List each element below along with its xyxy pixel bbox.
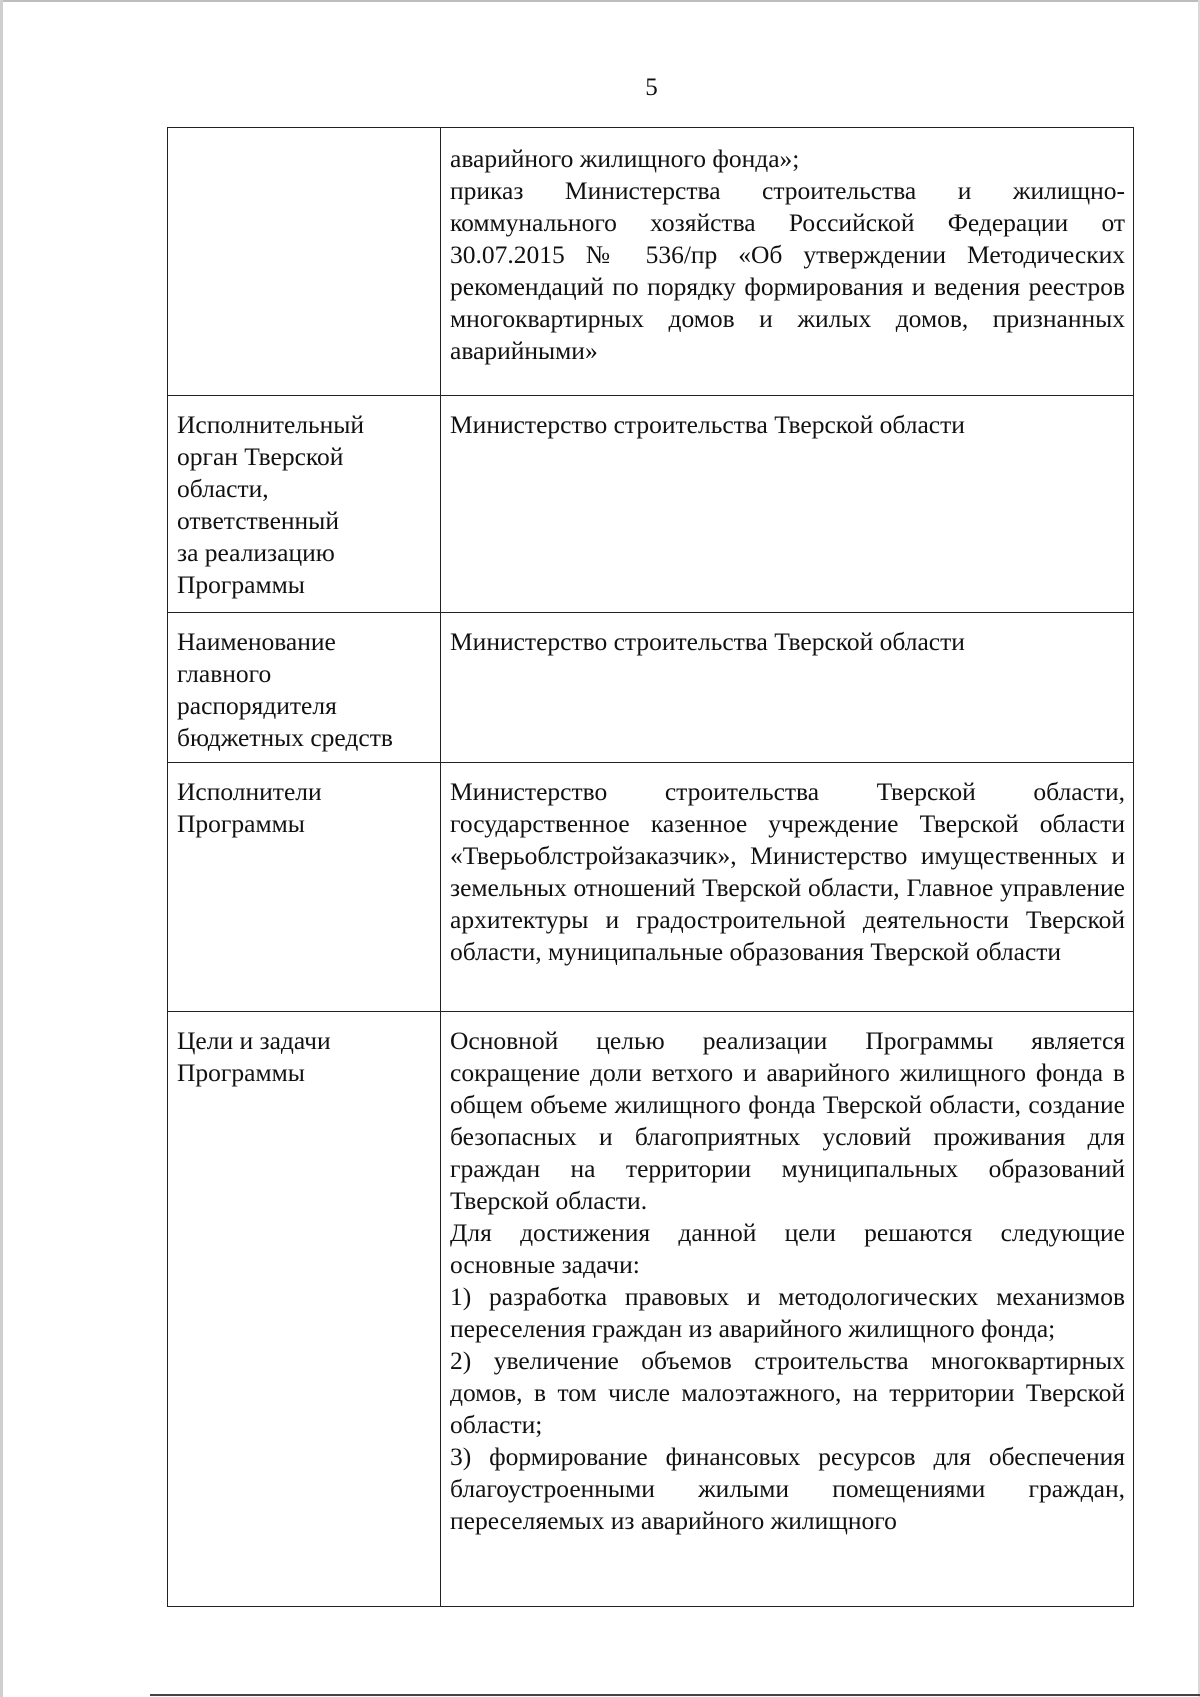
row-content — [441, 763, 1134, 1012]
program-passport-table — [167, 127, 1134, 1607]
scan-edge-bottom — [150, 1694, 1200, 1696]
table-row-performers — [168, 763, 1134, 1012]
page-number: 5 — [645, 74, 658, 101]
row-label: Цели и задачи Программы — [168, 1012, 441, 1607]
row-label — [168, 128, 441, 396]
row-content — [441, 128, 1134, 396]
row-content — [441, 613, 1134, 763]
row-label: Наименование главного распорядителя бюджетных средств — [168, 613, 441, 763]
content-paragraph: Министерство строительства Тверской области — [450, 627, 965, 656]
content-paragraph: приказ Министерства строительства и жилищно-коммунального хозяйства Российской Федерации от 30.07.2015 № 536/пр «Об утверждении Методических рекомендаций по порядку формирования и ведения реестров многоквартирных домов и жилых домов, признанных аварийными» — [450, 176, 1125, 365]
row-label: Исполнители Программы — [168, 763, 441, 1012]
content-paragraph: Для достижения данной цели решаются следующие основные задачи: — [450, 1218, 1125, 1279]
content-paragraph: Министерство строительства Тверской области, государственное казенное учреждение Тверской области «Тверьоблстройзаказчик», Министерство имущественных и земельных отношений Тверской области, Главное управление архитектуры и градостроительной деятельности Тверской области, муниципальные образования Тверской области — [450, 777, 1125, 966]
content-paragraph: Министерство строительства Тверской области — [450, 410, 965, 439]
table-row-responsible-body — [168, 396, 1134, 613]
table-row-continuation — [168, 128, 1134, 396]
table-row-budget-manager — [168, 613, 1134, 763]
content-paragraph: 3) формирование финансовых ресурсов для обеспечения благоустроенными жилыми помещениями граждан, переселяемых из аварийного жилищного — [450, 1442, 1125, 1535]
table-row-goals — [168, 1012, 1134, 1607]
content-paragraph: аварийного жилищного фонда»; — [450, 144, 800, 173]
scan-edge-left — [0, 0, 3, 1697]
row-content — [441, 1012, 1134, 1607]
content-paragraph: 2) увеличение объемов строительства многоквартирных домов, в том числе малоэтажного, на территории Тверской области; — [450, 1346, 1125, 1439]
content-paragraph: 1) разработка правовых и методологических механизмов переселения граждан из аварийного жилищного фонда; — [450, 1282, 1125, 1343]
scan-edge-top — [0, 0, 1200, 2]
content-paragraph: Основной целью реализации Программы является сокращение доли ветхого и аварийного жилищного фонда в общем объеме жилищного фонда Тверской области, создание безопасных и благоприятных условий проживания для граждан на территории муниципальных образований Тверской области. — [450, 1026, 1125, 1215]
row-label: Исполнительный орган Тверской области, ответственный за реализацию Программы — [168, 396, 441, 613]
row-content — [441, 396, 1134, 613]
